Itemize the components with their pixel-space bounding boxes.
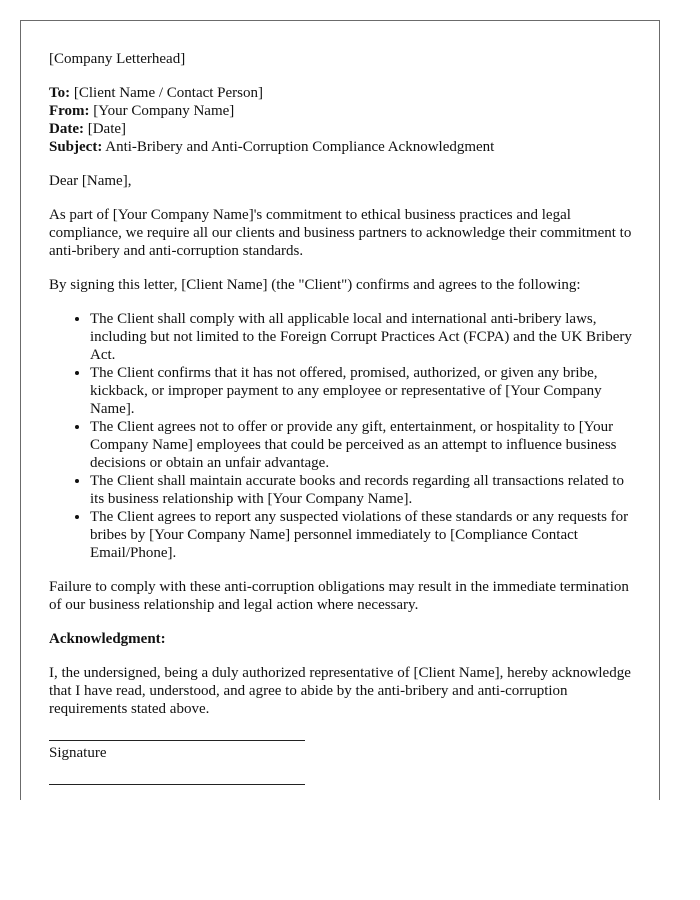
from-line bbox=[49, 102, 632, 120]
intro-paragraph: As part of [Your Company Name]'s commitment to ethical business practices and legal compliance, we require all our clients and business partners to acknowledge their commitment to anti-bribery and anti-corruption standards. bbox=[49, 207, 632, 259]
signature-label: Signature bbox=[49, 745, 107, 761]
obligations-list bbox=[49, 310, 632, 562]
to-line bbox=[49, 84, 632, 102]
signature-block bbox=[49, 740, 632, 785]
letter-header bbox=[49, 84, 632, 156]
subject-line bbox=[49, 138, 632, 156]
list-item: • The Client agrees to report any suspected violations of these standards or any requests for bribes by [Your Company Name] personnel immediately to [Compliance Contact Email/Phone]. bbox=[90, 508, 632, 562]
acknowledgment-title: Acknowledgment: bbox=[49, 631, 166, 647]
list-item: • The Client agrees not to offer or provide any gift, entertainment, or hospitality to [Your Company Name] employees that could be perceived as an attempt to influence business decisions or obtain an unfair advantage. bbox=[90, 418, 632, 472]
list-item: • The Client confirms that it has not offered, promised, authorized, or given any bribe, kickback, or improper payment to any employee or representative of [Your Company Name]. bbox=[90, 364, 632, 418]
second-signature-line[interactable] bbox=[49, 784, 305, 785]
subject-label: Subject: bbox=[49, 139, 103, 155]
from-value: [Your Company Name] bbox=[89, 103, 235, 119]
date-value: [Date] bbox=[83, 121, 127, 137]
from-label: From: bbox=[49, 103, 90, 119]
failure-notice: Failure to comply with these anti-corruption obligations may result in the immediate termination of our business relationship and legal action where necessary. bbox=[49, 579, 629, 613]
salutation: Dear [Name], bbox=[49, 173, 132, 189]
to-value: [Client Name / Contact Person] bbox=[70, 85, 264, 101]
list-item: • The Client shall maintain accurate books and records regarding all transactions related to its business relationship with [Your Company Name]. bbox=[90, 472, 632, 508]
letter-page bbox=[20, 20, 660, 800]
signature-line[interactable] bbox=[49, 740, 305, 741]
lead-in-paragraph: By signing this letter, [Client Name] (the "Client") confirms and agrees to the following: bbox=[49, 277, 581, 293]
subject-value: Anti-Bribery and Anti-Corruption Compliance Acknowledgment bbox=[102, 139, 495, 155]
date-line bbox=[49, 120, 632, 138]
to-label: To: bbox=[49, 85, 71, 101]
acknowledgment-body: I, the undersigned, being a duly authorized representative of [Client Name], hereby acknowledge that I have read, understood, and agree to abide by the anti-bribery and anti-corruption requirements stated above. bbox=[49, 665, 631, 717]
letterhead: [Company Letterhead] bbox=[49, 51, 186, 67]
date-label: Date: bbox=[49, 121, 84, 137]
list-item: • The Client shall comply with all applicable local and international anti-bribery laws, including but not limited to the Foreign Corrupt Practices Act (FCPA) and the UK Bribery Act. bbox=[90, 310, 632, 364]
